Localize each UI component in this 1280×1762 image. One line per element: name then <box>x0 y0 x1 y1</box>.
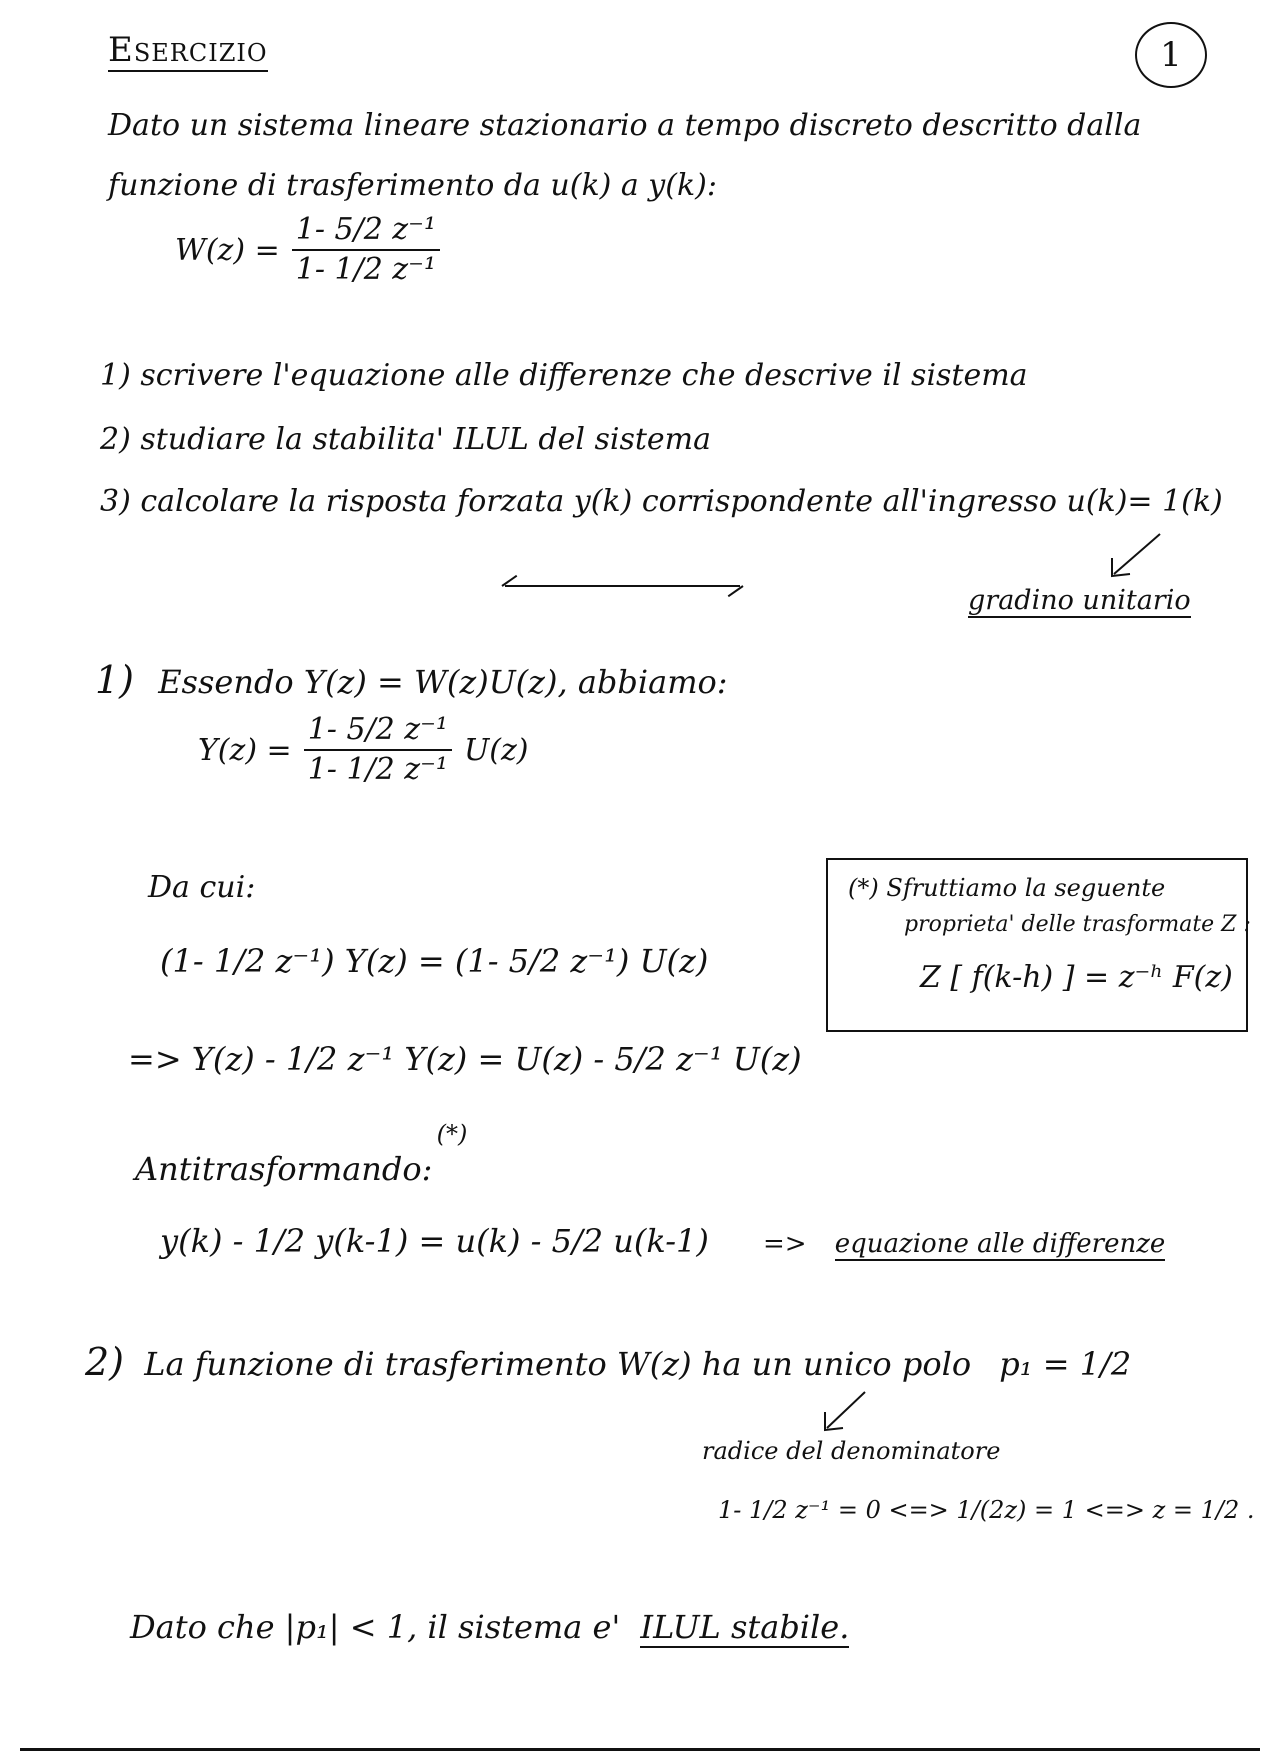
bottom-rule <box>20 1748 1260 1751</box>
conclusion-underlined: ILUL stabile. <box>640 1608 850 1646</box>
equation-3-label: equazione alle differenze <box>834 1229 1166 1259</box>
w-denominator: 1- 1/2 z⁻¹ <box>295 252 436 287</box>
step-note-text: gradino unitario <box>968 585 1191 616</box>
root-arrow-icon <box>815 1388 875 1434</box>
equation-3-arrow: => <box>763 1229 807 1259</box>
antitrasformando-text: Antitrasformando: <box>135 1150 433 1188</box>
sol2-text: La funzione di trasferimento W(z) ha un unico polo <box>144 1345 972 1383</box>
sol1-num: 1) <box>95 658 135 702</box>
step-note <box>968 585 1191 616</box>
task-2 <box>100 422 711 457</box>
y-tail: U(z) <box>463 732 529 768</box>
conclusion-text: Dato che |p₁| < 1, il sistema e' <box>130 1608 621 1646</box>
root-label: radice del denominatore <box>702 1437 1001 1465</box>
note-formula: Z [ f(k-h) ] = z⁻ʰ F(z) <box>920 960 1233 995</box>
step-arrow-icon <box>1100 530 1170 580</box>
intro-line-1: Dato un sistema lineare stazionario a tempo discreto descritto dalla <box>108 108 1142 143</box>
note-marker: (*) <box>848 874 879 902</box>
equation-1: (1- 1/2 z⁻¹) Y(z) = (1- 5/2 z⁻¹) U(z) <box>160 942 709 980</box>
antitrasformando-star: (*) <box>436 1120 468 1148</box>
task-1-num: 1) <box>100 358 131 393</box>
task-1-text: scrivere l'equazione alle differenze che descrive il sistema <box>140 358 1028 393</box>
root-equation: 1- 1/2 z⁻¹ = 0 <=> 1/(2z) = 1 <=> z = 1/2 . <box>718 1496 1255 1524</box>
sol2-pole: p₁ = 1/2 <box>999 1345 1132 1383</box>
antitrasformando <box>135 1120 473 1188</box>
task-1 <box>100 358 1028 393</box>
da-cui: Da cui: <box>148 870 256 905</box>
w-fraction <box>292 212 440 287</box>
intro-line-2: funzione di trasferimento da u(k) a y(k): <box>108 168 717 203</box>
y-fraction <box>304 712 452 787</box>
page-number-text: 1 <box>1160 35 1182 75</box>
w-numerator: 1- 5/2 z⁻¹ <box>292 215 440 251</box>
y-numerator: 1- 5/2 z⁻¹ <box>304 715 452 751</box>
note-line-1-text: Sfruttiamo la seguente <box>886 874 1166 902</box>
task-3-text: calcolare la risposta forzata y(k) corrispondente all'ingresso u(k)= 1(k) <box>140 484 1223 519</box>
y-denominator: 1- 1/2 z⁻¹ <box>307 752 448 787</box>
equation-3 <box>160 1222 1165 1260</box>
task-3-num: 3) <box>100 484 131 519</box>
note-line-2: proprieta' delle trasformate Z : <box>904 912 1251 937</box>
page-title-text: Esercizio <box>108 30 268 70</box>
sol1-intro-text: Essendo Y(z) = W(z)U(z), abbiamo: <box>158 663 728 701</box>
y-lhs: Y(z) = <box>198 732 292 768</box>
task-2-text: studiare la stabilita' ILUL del sistema <box>140 422 711 457</box>
equation-2: => Y(z) - 1/2 z⁻¹ Y(z) = U(z) - 5/2 z⁻¹ U(z) <box>128 1040 802 1078</box>
page-number <box>1135 22 1207 88</box>
conclusion <box>130 1608 849 1646</box>
section-divider <box>505 585 740 587</box>
sol2-statement <box>85 1340 1131 1384</box>
equation-3-text: y(k) - 1/2 y(k-1) = u(k) - 5/2 u(k-1) <box>160 1222 709 1260</box>
y-equation <box>198 712 529 787</box>
sol2-num: 2) <box>85 1340 125 1384</box>
note-box <box>826 858 1251 1032</box>
w-lhs: W(z) = <box>175 232 280 268</box>
sol1-intro <box>95 658 728 702</box>
note-line-1 <box>848 874 1165 902</box>
task-2-num: 2) <box>100 422 131 457</box>
task-3 <box>100 484 1223 519</box>
page-title <box>108 30 268 70</box>
transfer-function <box>175 212 440 287</box>
